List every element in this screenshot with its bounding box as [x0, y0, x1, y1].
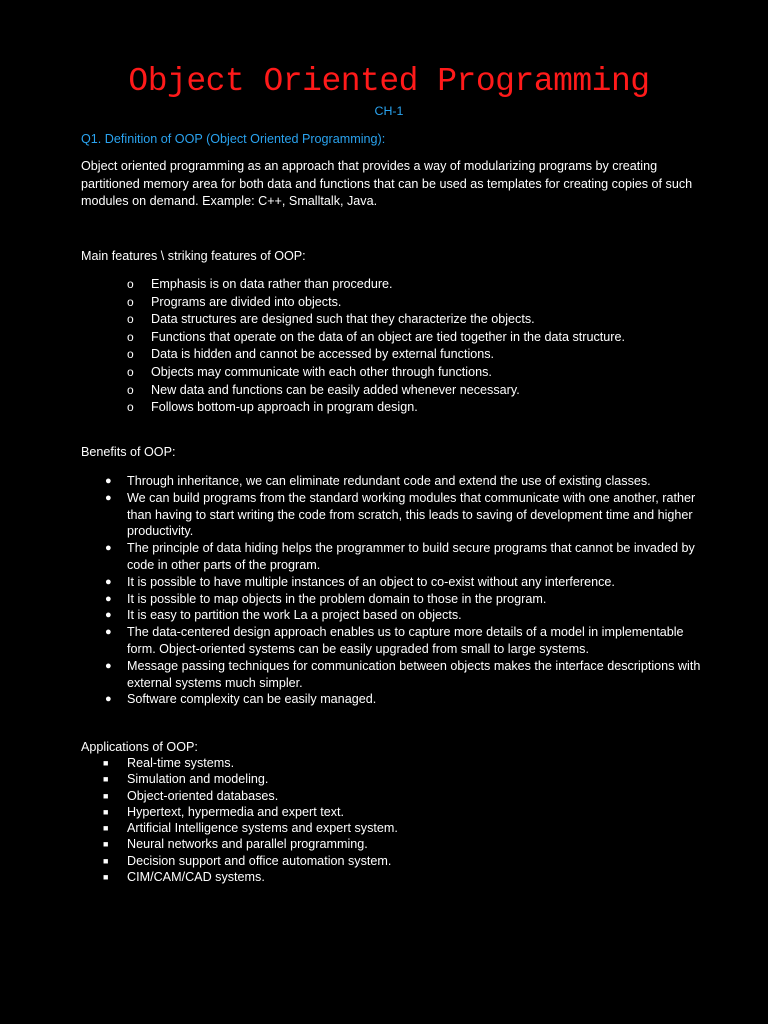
circle-bullet-icon: o — [127, 382, 134, 397]
disc-bullet-icon: ● — [105, 626, 112, 639]
disc-bullet-icon: ● — [105, 609, 112, 622]
features-list — [127, 276, 711, 417]
list-item: ■ Object-oriented databases. — [103, 788, 279, 803]
page-title: Object Oriented Programming — [128, 63, 650, 100]
disc-bullet-icon: ● — [105, 693, 112, 706]
list-item: o Objects may communicate with each other through functions. — [151, 364, 711, 382]
circle-bullet-icon: o — [127, 364, 134, 379]
list-item: ■ Hypertext, hypermedia and expert text. — [103, 804, 345, 819]
definition-paragraph: Object oriented programming as an approach that provides a way of modularizing programs by creating partitioned memory area for both data and functions that can be used as templates for creating copies of such modules on demand. Example: C++, Smalltalk, Java. — [81, 159, 693, 208]
disc-bullet-icon: ● — [105, 575, 112, 588]
applications-list — [103, 755, 687, 885]
square-bullet-icon: ■ — [103, 774, 109, 785]
square-bullet-icon: ■ — [103, 855, 109, 866]
list-item: ● It is easy to partition the work La a project based on objects. — [105, 608, 462, 623]
circle-bullet-icon: o — [127, 400, 134, 415]
list-item: ■ Decision support and office automation system. — [103, 853, 392, 868]
list-item: ● It is possible to map objects in the problem domain to those in the program. — [105, 591, 547, 606]
list-item: ■ CIM/CAM/CAD systems. — [103, 870, 265, 885]
list-item: ● We can build programs from the standard working modules that communicate with one another, rather than having to start writing the code from scratch, this leads to saving of development time and higher productivity. — [105, 490, 696, 539]
list-item: ● The principle of data hiding helps the programmer to build secure programs that cannot be invaded by code in other parts of the program. — [105, 541, 695, 572]
question-heading: Q1. Definition of OOP (Object Oriented Programming): — [81, 132, 386, 146]
disc-bullet-icon: ● — [105, 592, 112, 605]
features-heading: Main features \ striking features of OOP: — [81, 249, 306, 263]
list-item: o Functions that operate on the data of an object are tied together in the data structure. — [151, 329, 711, 347]
list-item: o Follows bottom-up approach in program design. — [151, 399, 711, 417]
square-bullet-icon: ■ — [103, 806, 109, 817]
square-bullet-icon: ■ — [103, 758, 109, 768]
disc-bullet-icon: ● — [105, 475, 112, 487]
square-bullet-icon: ■ — [103, 872, 109, 883]
applications-heading: Applications of OOP: — [81, 740, 198, 754]
square-bullet-icon: ■ — [103, 823, 109, 834]
disc-bullet-icon: ● — [105, 491, 112, 504]
chapter-label: CH-1 — [374, 104, 404, 118]
list-item: o Data structures are designed such that they characterize the objects. — [151, 311, 711, 329]
list-item: o New data and functions can be easily added whenever necessary. — [151, 382, 711, 400]
list-item: ● The data-centered design approach enables us to capture more details of a model in implementable form. Object-oriented systems can be easily upgraded from small to large systems. — [105, 625, 684, 656]
benefits-heading: Benefits of OOP: — [81, 445, 176, 459]
list-item: o Emphasis is on data rather than procedure. — [151, 276, 711, 294]
list-item: ■ Simulation and modeling. — [103, 772, 269, 787]
disc-bullet-icon: ● — [105, 542, 112, 555]
list-item: o Data is hidden and cannot be accessed by external functions. — [151, 346, 711, 364]
circle-bullet-icon: o — [127, 329, 134, 344]
list-item: ■ Real-time systems. — [103, 756, 235, 770]
list-item: ● Through inheritance, we can eliminate redundant code and extend the use of existing classes. — [105, 474, 651, 488]
circle-bullet-icon: o — [127, 277, 134, 291]
list-item: ● It is possible to have multiple instances of an object to co-exist without any interference. — [105, 574, 615, 589]
list-item: ■ Artificial Intelligence systems and expert system. — [103, 821, 398, 836]
benefits-list — [105, 473, 702, 708]
list-item: ● Message passing techniques for communication between objects makes the interface descriptions with external systems much simpler. — [105, 658, 701, 690]
list-item: ● Software complexity can be easily managed. — [105, 692, 377, 707]
disc-bullet-icon: ● — [105, 659, 112, 672]
list-item: o Programs are divided into objects. — [151, 294, 711, 312]
circle-bullet-icon: o — [127, 312, 134, 327]
square-bullet-icon: ■ — [103, 839, 109, 850]
circle-bullet-icon: o — [127, 347, 134, 362]
list-item: ■ Neural networks and parallel programming. — [103, 837, 368, 852]
square-bullet-icon: ■ — [103, 790, 109, 801]
circle-bullet-icon: o — [127, 294, 134, 309]
